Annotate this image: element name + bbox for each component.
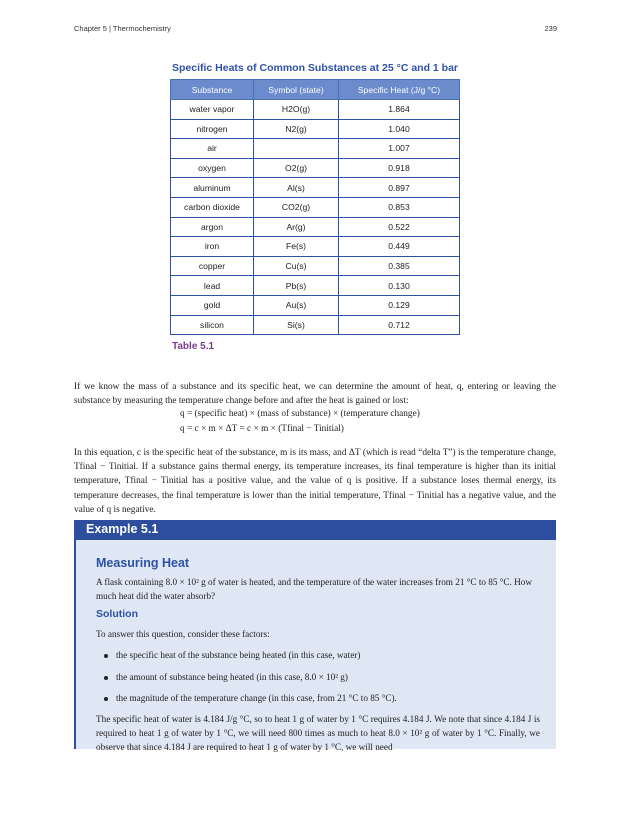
substance-cell: carbon dioxide	[171, 197, 254, 217]
symbol-cell	[254, 139, 339, 159]
table-row	[171, 295, 460, 315]
specific-heat-cell: 0.897	[339, 178, 460, 198]
solution-closing: The specific heat of water is 4.184 J/g °C, so to heat 1 g of water by 1 °C requires 4.184 J. We note that since 4.184 J is required to heat 1 g of water by 1 °C, we will need 800 times as much to heat 8.0 × 10² g of water by 1 °C. Finally, we observe that since 4.184 J are required to heat 1 g of water by 1 °C, we will need	[96, 714, 540, 752]
specific-heats-table	[170, 79, 460, 335]
substance-cell: water vapor	[171, 100, 254, 120]
specific-heat-cell: 1.864	[339, 100, 460, 120]
table-header-row	[171, 80, 460, 100]
substance-cell: copper	[171, 256, 254, 276]
table-body	[171, 100, 460, 335]
specific-heat-cell: 1.040	[339, 119, 460, 139]
table-row	[171, 256, 460, 276]
symbol-cell: N2(g)	[254, 119, 339, 139]
example-box	[74, 540, 556, 752]
equation-heat-symbols	[180, 424, 344, 434]
specific-heat-cell: 1.007	[339, 139, 460, 159]
table-row	[171, 315, 460, 335]
symbol-cell: Pb(s)	[254, 276, 339, 296]
symbol-cell: Si(s)	[254, 315, 339, 335]
table-row	[171, 217, 460, 237]
example-title: Measuring Heat	[96, 556, 190, 570]
bullet-item	[116, 672, 348, 682]
example-banner	[74, 520, 556, 540]
symbol-cell: H2O(g)	[254, 100, 339, 120]
table-row	[171, 178, 460, 198]
column-header-symbol: Symbol (state)	[254, 80, 339, 100]
example-label: Example 5.1	[86, 522, 159, 536]
specific-heat-cell: 0.385	[339, 256, 460, 276]
substance-cell: iron	[171, 237, 254, 257]
table-row	[171, 197, 460, 217]
table-row	[171, 276, 460, 296]
specific-heat-cell: 0.522	[339, 217, 460, 237]
symbol-cell: O2(g)	[254, 158, 339, 178]
paragraph-explanation-text: In this equation, c is the specific heat of the substance, m is its mass, and ΔT (which is read “delta T”) is the temperature change, Tfinal − Tinitial. If a substance gains thermal energy, its temperature increases, its final temperature is higher than its initial temperature, Tfinal − Tinitial has a positive value, and the value of q is positive. If a substance loses thermal energy, its temperature decreases, the final temperature is lower than the initial temperature, Tfinal − Tinitial has a negative value, and the value of q is negative.	[74, 448, 556, 515]
solution-heading: Solution	[96, 608, 138, 620]
bullet-text: the magnitude of the temperature change (in this case, from 21 °C to 85 °C).	[116, 693, 397, 703]
substance-cell: aluminum	[171, 178, 254, 198]
table-row	[171, 119, 460, 139]
bullet-icon	[104, 676, 108, 680]
table-row	[171, 100, 460, 120]
substance-cell: silicon	[171, 315, 254, 335]
solution-intro: To answer this question, consider these factors:	[96, 629, 270, 639]
substance-cell: oxygen	[171, 158, 254, 178]
specific-heat-cell: 0.129	[339, 295, 460, 315]
column-header-substance: Substance	[171, 80, 254, 100]
example-problem: A flask containing 8.0 × 10² g of water is heated, and the temperature of the water increases from 21 °C to 85 °C. How much heat did the water absorb?	[96, 577, 533, 601]
equation-heat-words	[180, 409, 420, 419]
paragraph-intro-text: If we know the mass of a substance and its specific heat, we can determine the amount of heat, q, entering or leaving the substance by measuring the temperature change before and after the heat is gained or lost:	[74, 382, 556, 407]
equation-1-text: q = (specific heat) × (mass of substance) × (temperature change)	[180, 409, 420, 419]
specific-heat-cell: 0.130	[339, 276, 460, 296]
specific-heat-cell: 0.853	[339, 197, 460, 217]
specific-heat-cell: 0.918	[339, 158, 460, 178]
bullet-item	[116, 693, 397, 703]
bullet-icon	[104, 697, 108, 701]
equation-2-text: q = c × m × ΔT = c × m × (Tfinal − Tinitial)	[180, 424, 344, 434]
substance-cell: air	[171, 139, 254, 159]
substance-cell: gold	[171, 295, 254, 315]
specific-heat-cell: 0.449	[339, 237, 460, 257]
column-header-specific-heat: Specific Heat (J/g °C)	[339, 80, 460, 100]
symbol-cell: Au(s)	[254, 295, 339, 315]
substance-cell: nitrogen	[171, 119, 254, 139]
symbol-cell: Fe(s)	[254, 237, 339, 257]
bullet-text: the specific heat of the substance being heated (in this case, water)	[116, 650, 361, 660]
bullet-item	[116, 650, 360, 660]
table-row	[171, 139, 460, 159]
page-number: 239	[544, 24, 557, 33]
substance-cell: argon	[171, 217, 254, 237]
bullet-icon	[104, 654, 108, 658]
page-header	[74, 24, 557, 36]
symbol-cell: CO2(g)	[254, 197, 339, 217]
table-caption: Specific Heats of Common Substances at 25 °C and 1 bar	[171, 62, 459, 74]
symbol-cell: Ar(g)	[254, 217, 339, 237]
substance-cell: lead	[171, 276, 254, 296]
table-row	[171, 158, 460, 178]
symbol-cell: Al(s)	[254, 178, 339, 198]
bullet-text: the amount of substance being heated (in this case, 8.0 × 10² g)	[116, 672, 348, 682]
table-label: Table 5.1	[172, 341, 215, 352]
paragraph-explanation	[74, 446, 556, 517]
chapter-title: Chapter 5 | Thermochemistry	[74, 24, 171, 33]
specific-heat-cell: 0.712	[339, 315, 460, 335]
paragraph-intro	[74, 380, 556, 408]
symbol-cell: Cu(s)	[254, 256, 339, 276]
table-row	[171, 237, 460, 257]
